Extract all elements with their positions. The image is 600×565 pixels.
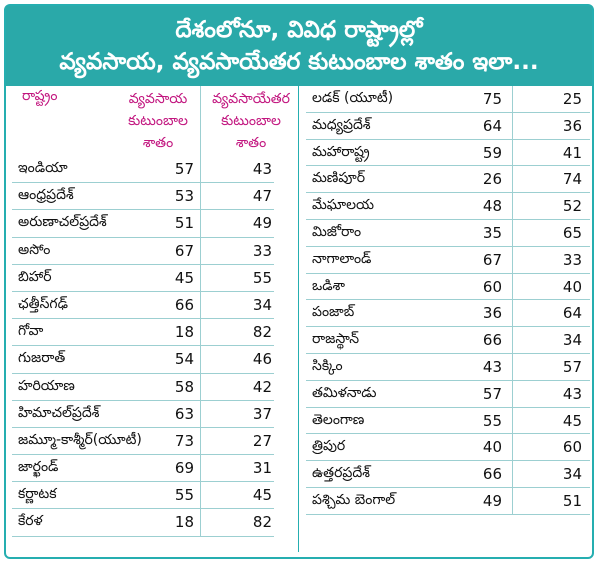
table-row bbox=[12, 292, 274, 319]
agri-percent: 43 bbox=[482, 357, 502, 376]
table-row bbox=[306, 113, 590, 140]
title-banner bbox=[6, 6, 592, 86]
nonagri-percent: 60 bbox=[562, 438, 582, 457]
agri-percent: 60 bbox=[482, 277, 502, 296]
state-name: ఒడిశా bbox=[312, 277, 345, 294]
state-name: గోవా bbox=[18, 323, 44, 340]
state-name: కర్ణాటక bbox=[18, 486, 57, 503]
nonagri-percent: 82 bbox=[252, 513, 272, 532]
table-row bbox=[12, 319, 274, 346]
left-table bbox=[12, 86, 290, 537]
table-row bbox=[306, 140, 590, 167]
left-table-body bbox=[12, 156, 274, 537]
header-nonagri-line: వ్యవసాయేతర bbox=[212, 91, 290, 107]
state-name: కేరళ bbox=[18, 513, 43, 530]
nonagri-percent: 33 bbox=[562, 250, 582, 269]
agri-percent: 57 bbox=[174, 160, 194, 178]
nonagri-percent: 31 bbox=[252, 459, 272, 478]
table-row bbox=[306, 327, 590, 354]
table-row bbox=[12, 183, 274, 210]
state-name: మధ్యప్రదేశ్ bbox=[312, 116, 371, 133]
state-name: త్రిపుర bbox=[312, 438, 346, 455]
table-row bbox=[12, 428, 274, 455]
table-row bbox=[306, 434, 590, 461]
agri-percent: 69 bbox=[174, 459, 194, 478]
agri-percent: 26 bbox=[482, 170, 502, 189]
table-row bbox=[306, 193, 590, 220]
state-name: సిక్కిం bbox=[312, 357, 343, 374]
state-name: నాగాలాండ్ bbox=[312, 250, 372, 267]
header-nonagri-line: కుటుంబాల bbox=[221, 113, 281, 129]
state-name: అరుణాచల్‌ప్రదేశ్ bbox=[18, 214, 107, 231]
nonagri-percent: 65 bbox=[562, 223, 582, 242]
state-name: జార్ఖండ్ bbox=[18, 459, 59, 476]
nonagri-percent: 47 bbox=[252, 187, 272, 206]
state-name: ఇండియా bbox=[18, 160, 68, 176]
nonagri-percent: 55 bbox=[252, 268, 272, 287]
agri-percent: 48 bbox=[482, 197, 502, 216]
table-row bbox=[306, 220, 590, 247]
nonagri-percent: 34 bbox=[252, 295, 272, 314]
table-row bbox=[12, 455, 274, 482]
nonagri-percent: 46 bbox=[252, 350, 272, 369]
nonagri-percent: 37 bbox=[252, 404, 272, 423]
agri-percent: 51 bbox=[174, 214, 194, 233]
table-row bbox=[306, 166, 590, 193]
table-row bbox=[12, 210, 274, 237]
state-name: బిహార్ bbox=[18, 268, 52, 285]
nonagri-percent: 34 bbox=[562, 465, 582, 484]
state-name: పంజాబ్ bbox=[312, 304, 355, 321]
tables-area bbox=[6, 86, 592, 556]
agri-percent: 35 bbox=[482, 223, 502, 242]
state-name: మేఘాలయ bbox=[312, 197, 375, 214]
table-row bbox=[12, 374, 274, 401]
state-name: మహారాష్ట్ర bbox=[312, 143, 370, 160]
agri-percent: 18 bbox=[174, 513, 194, 532]
nonagri-percent: 42 bbox=[252, 377, 272, 396]
agri-percent: 57 bbox=[482, 384, 502, 403]
nonagri-percent: 64 bbox=[562, 304, 582, 323]
agri-percent: 64 bbox=[482, 116, 502, 135]
nonagri-percent: 43 bbox=[562, 384, 582, 403]
agri-percent: 66 bbox=[174, 295, 194, 314]
agri-percent: 40 bbox=[482, 438, 502, 457]
nonagri-percent: 74 bbox=[562, 170, 582, 189]
agri-percent: 63 bbox=[174, 404, 194, 423]
table-row bbox=[306, 461, 590, 488]
agri-percent: 58 bbox=[174, 377, 194, 396]
state-name: ఛత్తీస్‌గఢ్ bbox=[18, 295, 68, 312]
title-line-2: వ్యవసాయ, వ్యవసాయేతర కుటుంబాల శాతం ఇలా... bbox=[59, 49, 539, 75]
table-row bbox=[306, 381, 590, 408]
table-row bbox=[306, 86, 590, 113]
agri-percent: 53 bbox=[174, 187, 194, 206]
header-agri-line: వ్యవసాయ bbox=[128, 91, 188, 107]
state-name: అసోం bbox=[18, 241, 51, 258]
nonagri-percent: 52 bbox=[562, 197, 582, 216]
table-row bbox=[12, 346, 274, 373]
state-name: హరియాణ bbox=[18, 377, 75, 394]
state-name: పశ్చిమ బెంగాల్ bbox=[312, 491, 396, 508]
nonagri-percent: 34 bbox=[562, 331, 582, 350]
nonagri-percent: 43 bbox=[252, 160, 272, 178]
agri-percent: 67 bbox=[482, 250, 502, 269]
table-row bbox=[12, 238, 274, 265]
title-line-1: దేశంలోనూ, వివిధ రాష్ట్రాల్లో bbox=[175, 17, 423, 43]
nonagri-percent: 40 bbox=[562, 277, 582, 296]
state-name: మిజోరాం bbox=[312, 223, 362, 240]
header-agri-line: శాతం bbox=[142, 135, 174, 151]
nonagri-percent: 57 bbox=[562, 357, 582, 376]
nonagri-percent: 36 bbox=[562, 116, 582, 135]
state-name: తమిళనాడు bbox=[312, 384, 377, 401]
state-name: తెలంగాణ bbox=[312, 411, 365, 428]
agri-percent: 55 bbox=[174, 486, 194, 505]
table-row bbox=[12, 156, 274, 183]
table-row bbox=[306, 300, 590, 327]
column-divider bbox=[298, 86, 299, 552]
agri-percent: 49 bbox=[482, 491, 502, 510]
nonagri-percent: 33 bbox=[252, 241, 272, 260]
agri-percent: 54 bbox=[174, 350, 194, 369]
agri-percent: 75 bbox=[482, 90, 502, 108]
table-row bbox=[306, 247, 590, 274]
agri-percent: 45 bbox=[174, 268, 194, 287]
nonagri-percent: 25 bbox=[562, 90, 582, 108]
header-agri bbox=[112, 88, 204, 154]
agri-percent: 36 bbox=[482, 304, 502, 323]
infographic-card bbox=[4, 4, 594, 559]
agri-percent: 18 bbox=[174, 323, 194, 342]
nonagri-percent: 41 bbox=[562, 143, 582, 162]
state-name: గుజరాత్ bbox=[18, 350, 66, 367]
agri-percent: 67 bbox=[174, 241, 194, 260]
left-table-header bbox=[12, 86, 290, 156]
table-row bbox=[12, 265, 274, 292]
state-name: రాజస్థాన్ bbox=[312, 331, 360, 348]
table-row bbox=[12, 401, 274, 428]
agri-percent: 55 bbox=[482, 411, 502, 430]
table-row bbox=[12, 509, 274, 536]
table-row bbox=[306, 354, 590, 381]
agri-percent: 59 bbox=[482, 143, 502, 162]
state-name: హిమాచల్‌ప్రదేశ్ bbox=[18, 404, 100, 421]
nonagri-percent: 82 bbox=[252, 323, 272, 342]
state-name: మణిపూర్ bbox=[312, 170, 366, 187]
nonagri-percent: 27 bbox=[252, 431, 272, 450]
right-table-body bbox=[306, 86, 590, 515]
table-row bbox=[306, 488, 590, 515]
nonagri-percent: 45 bbox=[252, 486, 272, 505]
agri-percent: 66 bbox=[482, 331, 502, 350]
nonagri-percent: 51 bbox=[562, 491, 582, 510]
nonagri-percent: 49 bbox=[252, 214, 272, 233]
header-nonagri-line: శాతం bbox=[235, 135, 267, 151]
state-name: లడక్ (యూటీ) bbox=[312, 90, 394, 106]
table-row bbox=[306, 274, 590, 301]
state-name: ఉత్తరప్రదేశ్ bbox=[312, 465, 370, 482]
state-name: ఆంధ్రప్రదేశ్ bbox=[18, 187, 74, 204]
state-name: జమ్మూ-కాశ్మీర్(యూటీ) bbox=[18, 431, 142, 448]
table-row bbox=[12, 482, 274, 509]
header-state: రాష్ట్రం bbox=[22, 88, 58, 104]
right-table bbox=[306, 86, 590, 515]
table-row bbox=[306, 408, 590, 435]
header-nonagri bbox=[208, 88, 294, 154]
nonagri-percent: 45 bbox=[562, 411, 582, 430]
agri-percent: 73 bbox=[174, 431, 194, 450]
agri-percent: 66 bbox=[482, 465, 502, 484]
header-agri-line: కుటుంబాల bbox=[128, 113, 188, 129]
